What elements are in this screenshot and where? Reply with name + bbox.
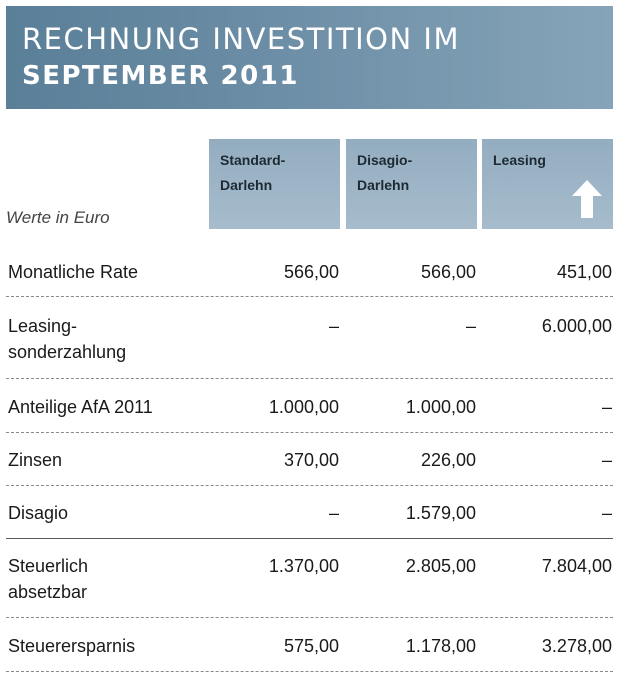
cell-value: 575,00 xyxy=(283,636,339,656)
row-label-line: Anteilige AfA 2011 xyxy=(8,397,153,417)
column-header-standard-darlehn xyxy=(209,139,340,229)
row-label xyxy=(8,553,88,605)
row-label-line: Steuerersparnis xyxy=(8,636,136,656)
cell-value: – xyxy=(601,503,612,523)
cell-value: 566,00 xyxy=(283,262,339,282)
row-divider xyxy=(6,485,613,486)
row-divider xyxy=(6,671,613,672)
cell-value: – xyxy=(601,450,612,470)
title-banner xyxy=(6,6,613,109)
row-label xyxy=(8,447,62,473)
cell-value: 6.000,00 xyxy=(541,316,612,336)
row-label xyxy=(8,259,138,285)
cell-value: 566,00 xyxy=(420,262,476,282)
cell-value: 1.370,00 xyxy=(268,556,339,576)
row-label-line: absetzbar xyxy=(8,582,88,602)
cell-value: – xyxy=(328,503,339,523)
row-label xyxy=(8,394,153,420)
row-label-line: Monatliche Rate xyxy=(8,262,139,282)
row-divider xyxy=(6,432,613,433)
cell-value: – xyxy=(601,397,612,417)
row-divider xyxy=(6,296,613,297)
row-label-line: sonderzahlung xyxy=(8,342,127,362)
page-subtitle: SEPTEMBER 2011 xyxy=(22,61,299,91)
cell-value: 2.805,00 xyxy=(405,556,476,576)
row-label xyxy=(8,500,68,526)
column-header-line: Standard- xyxy=(220,152,286,168)
column-header-line: Darlehn xyxy=(357,177,410,193)
cell-value: – xyxy=(328,316,339,336)
row-label xyxy=(8,313,126,365)
cell-value: 1.579,00 xyxy=(405,503,476,523)
units-label: Werte in Euro xyxy=(6,208,110,227)
row-label xyxy=(8,633,135,659)
column-header-line: Disagio- xyxy=(357,152,413,168)
row-divider xyxy=(6,538,613,539)
cell-value: 7.804,00 xyxy=(541,556,612,576)
column-header-disagio-darlehn xyxy=(346,139,477,229)
row-divider xyxy=(6,378,613,379)
column-header-line: Darlehn xyxy=(220,177,273,193)
page-title: RECHNUNG INVESTITION IM xyxy=(22,22,460,56)
cell-value: 1.000,00 xyxy=(405,397,476,417)
row-label-line: Leasing- xyxy=(8,316,78,336)
cell-value: – xyxy=(465,316,476,336)
cell-value: 226,00 xyxy=(420,450,476,470)
cell-value: 451,00 xyxy=(556,262,612,282)
arrow-up-icon xyxy=(571,179,603,219)
row-divider xyxy=(6,617,613,618)
row-label-line: Steuerlich xyxy=(8,556,89,576)
column-header-line: Leasing xyxy=(493,152,546,168)
cell-value: 1.178,00 xyxy=(405,636,476,656)
column-header-leasing xyxy=(482,139,613,229)
row-label-line: Disagio xyxy=(8,503,69,523)
cell-value: 3.278,00 xyxy=(541,636,612,656)
row-label-line: Zinsen xyxy=(8,450,63,470)
cell-value: 370,00 xyxy=(283,450,339,470)
cell-value: 1.000,00 xyxy=(268,397,339,417)
